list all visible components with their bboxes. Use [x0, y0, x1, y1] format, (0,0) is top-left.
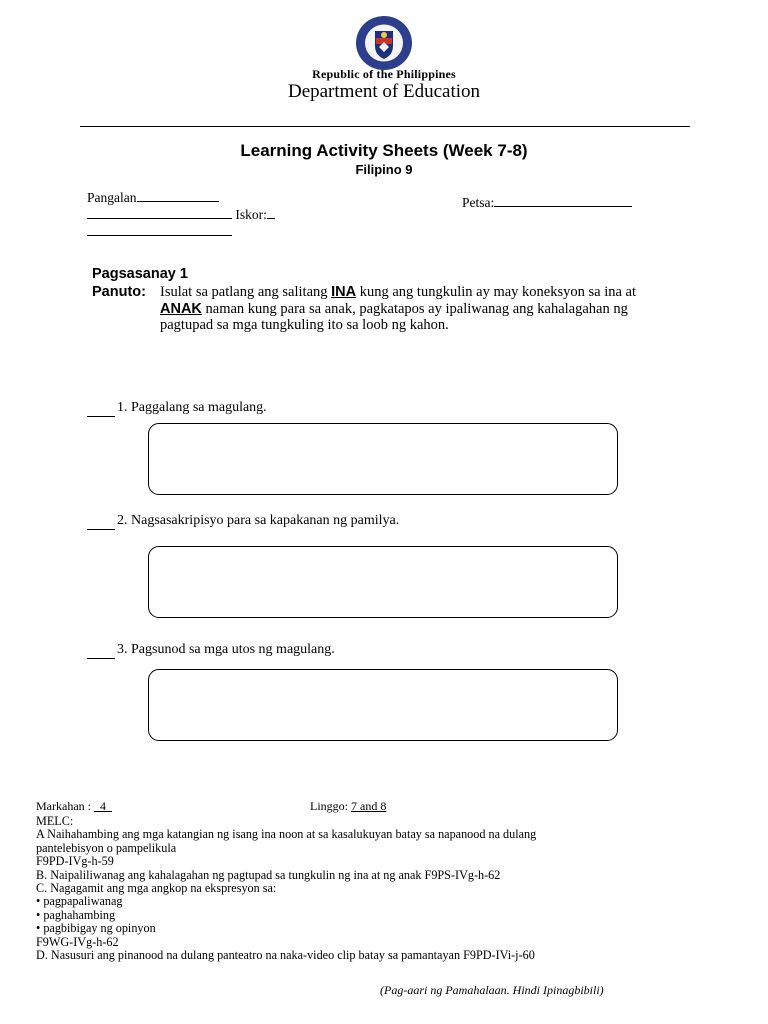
panuto-label: Panuto:: [92, 284, 146, 300]
markahan-value: [94, 799, 112, 813]
item-3: [87, 642, 335, 659]
answer-blank[interactable]: [87, 400, 115, 417]
item-number: 2.: [117, 513, 128, 528]
instructions: [160, 284, 640, 334]
instr-part-2: kung ang tungkulin ay may koneksyon sa ina at: [356, 284, 637, 300]
melc-line: • pagbibigay ng opinyon: [36, 921, 156, 936]
item-number: 3.: [117, 642, 128, 657]
melc-line: B. Naipaliliwanag ang kahalagahan ng pagtupad sa tungkulin ng ina at ng anak F9PS-IVg-h-62: [36, 867, 501, 882]
keyword-ina: INA: [331, 284, 357, 300]
iskor-field: [87, 206, 275, 223]
linggo-label: Linggo:: [310, 799, 348, 813]
melc-line: C. Nagagamit ang mga angkop na ekspresyon sa:: [36, 881, 277, 896]
melc-line: F9PD-IVg-h-59: [36, 854, 114, 869]
department-name: Department of Education: [287, 81, 481, 102]
item-text: Pagsunod sa mga utos ng magulang.: [131, 642, 335, 657]
extra-blank[interactable]: [87, 223, 232, 236]
sheet-title: Learning Activity Sheets (Week 7-8): [240, 141, 528, 160]
item-text: Paggalang sa magulang.: [131, 400, 267, 415]
melc-line: • paghahambing: [36, 907, 116, 922]
item-text: Nagsasakripisyo para sa kapakanan ng pamilya.: [131, 513, 400, 528]
markahan-label: Markahan :: [36, 799, 91, 813]
republic-line: Republic of the Philippines: [312, 67, 456, 81]
answer-blank[interactable]: [87, 642, 115, 659]
instr-part-1: Isulat sa patlang ang salitang: [160, 284, 332, 300]
petsa-label: Petsa:: [462, 195, 495, 210]
keyword-anak: ANAK: [160, 300, 202, 317]
deped-seal-icon: [345, 14, 423, 72]
subject-title: Filipino 9: [355, 162, 413, 177]
melc-line: • pagpapaliwanag: [36, 894, 123, 909]
pangalan-label: Pangalan: [87, 190, 137, 205]
footer-note: (Pag-aari ng Pamahalaan. Hindi Ipinagbibili): [380, 983, 604, 997]
melc-section: [36, 815, 736, 962]
markahan: [36, 799, 112, 814]
instr-part-3: naman kung para sa anak, pagkatapos ay ipaliwanag ang kahalagahan ng pagtupad sa mga tungkuling ito sa loob ng kahon.: [160, 300, 628, 333]
iskor-label: Iskor:: [235, 207, 267, 222]
petsa-field: [462, 194, 632, 211]
answer-box-1[interactable]: [148, 423, 618, 495]
linggo-value: 7 and 8: [351, 799, 387, 813]
pangalan-blank[interactable]: [137, 189, 219, 202]
melc-line: A Naihahambing ang mga katangian ng isang ina noon at sa kasalukuyan batay sa napanood na dulang: [36, 827, 537, 842]
melc-line: D. Nasusuri ang pinanood na dulang panteatro na naka-video clip batay sa pamantayan F9PD-IVi-j-60: [36, 948, 535, 963]
answer-blank[interactable]: [87, 513, 115, 530]
markahan-number: 4: [99, 799, 106, 813]
melc-line: pantelebisyon o pampelikula: [36, 840, 177, 855]
item-number: 1.: [117, 400, 128, 415]
item-2: [87, 513, 399, 530]
extra-line-field: [87, 223, 232, 240]
iskor-blank[interactable]: [267, 206, 275, 219]
header-divider: [80, 126, 690, 127]
linggo: [310, 799, 386, 814]
answer-box-2[interactable]: [148, 546, 618, 618]
answer-box-3[interactable]: [148, 669, 618, 741]
melc-heading: MELC:: [36, 814, 74, 828]
petsa-blank[interactable]: [494, 194, 632, 207]
item-1: [87, 400, 267, 417]
melc-line: F9WG-IVg-h-62: [36, 934, 119, 949]
pangalan-field: [87, 189, 219, 206]
name-continuation-blank[interactable]: [87, 206, 232, 219]
exercise-title: Pagsasanay 1: [92, 266, 188, 282]
